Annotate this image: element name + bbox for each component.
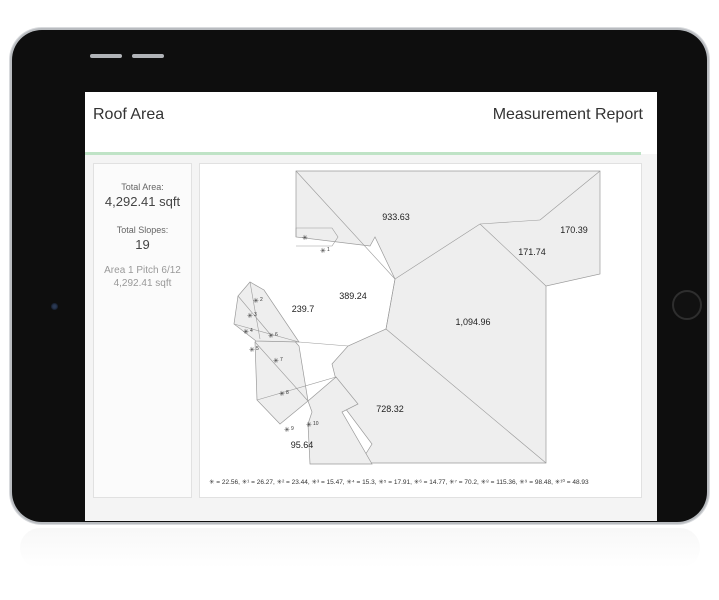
slope-marker-icon: ✳	[284, 427, 290, 434]
screen	[85, 92, 657, 521]
marker-label: 6	[275, 332, 278, 338]
slope-marker-icon: ✳	[302, 235, 308, 242]
slope-marker-icon: ✳	[243, 329, 249, 336]
marker-label: 2	[260, 297, 263, 303]
area-label: 239.7	[291, 304, 315, 314]
slope-marker-icon: ✳	[279, 391, 285, 398]
page-title: Roof Area	[93, 106, 165, 123]
accent-divider	[85, 152, 641, 155]
summary-panel	[93, 163, 192, 498]
marker-label: 9	[291, 426, 294, 432]
area-label: 1,094.96	[455, 317, 491, 327]
slope-marker-icon: ✳	[253, 298, 259, 305]
device-shadow	[20, 528, 700, 568]
slope-marker-icon: ✳	[320, 248, 326, 255]
total-area-label: Total Area:	[121, 182, 164, 192]
total-slopes-value: 19	[135, 237, 150, 252]
slope-marker-icon: ✳	[273, 358, 279, 365]
area-label: 933.63	[382, 212, 410, 222]
marker-label: 3	[254, 312, 257, 318]
marker-label: 7	[280, 357, 283, 363]
area-label: 170.39	[560, 225, 588, 235]
marker-label: 1	[327, 247, 330, 253]
area-label: 389.24	[339, 291, 367, 301]
marker-label: 10	[313, 421, 319, 427]
volume-button	[90, 54, 122, 58]
report-header	[85, 92, 657, 154]
camera-icon	[51, 303, 58, 310]
marker-label: 8	[286, 390, 289, 396]
volume-button	[132, 54, 164, 58]
marker-label: 4	[250, 328, 253, 334]
area-label: 171.74	[518, 247, 546, 257]
roof-outline	[234, 171, 600, 464]
slope-marker-icon: ✳	[249, 347, 255, 354]
home-button[interactable]	[672, 290, 702, 320]
report-title: Measurement Report	[492, 106, 643, 123]
marker-label: 5	[256, 346, 259, 352]
area-label: 728.32	[376, 404, 404, 414]
total-area-value: 4,292.41 sqft	[104, 194, 181, 209]
slope-marker-icon: ✳	[268, 333, 274, 340]
total-slopes-label: Total Slopes:	[116, 225, 169, 235]
area-label: 95.64	[290, 440, 314, 450]
slope-marker-icon: ✳	[306, 422, 312, 429]
area-sqft: 4,292.41 sqft	[113, 278, 172, 289]
slope-marker-icon: ✳	[247, 313, 253, 320]
area-pitch: Area 1 Pitch 6/12	[104, 265, 181, 276]
roof-diagram	[200, 164, 643, 499]
tablet-device	[12, 30, 707, 522]
slope-legend: ✳ = 22.56, ✳¹ = 26.27, ✳² = 23.44, ✳³ = 15.47, ✳⁴ = 15.3, ✳⁵ = 17.91, ✳⁶ = 14.77, ✳⁷ = 70.2, ✳⁸ = 115.36, ✳⁹ = 98.48, ✳¹⁰ = 48.93	[209, 479, 589, 486]
roof-plan-panel	[199, 163, 642, 498]
